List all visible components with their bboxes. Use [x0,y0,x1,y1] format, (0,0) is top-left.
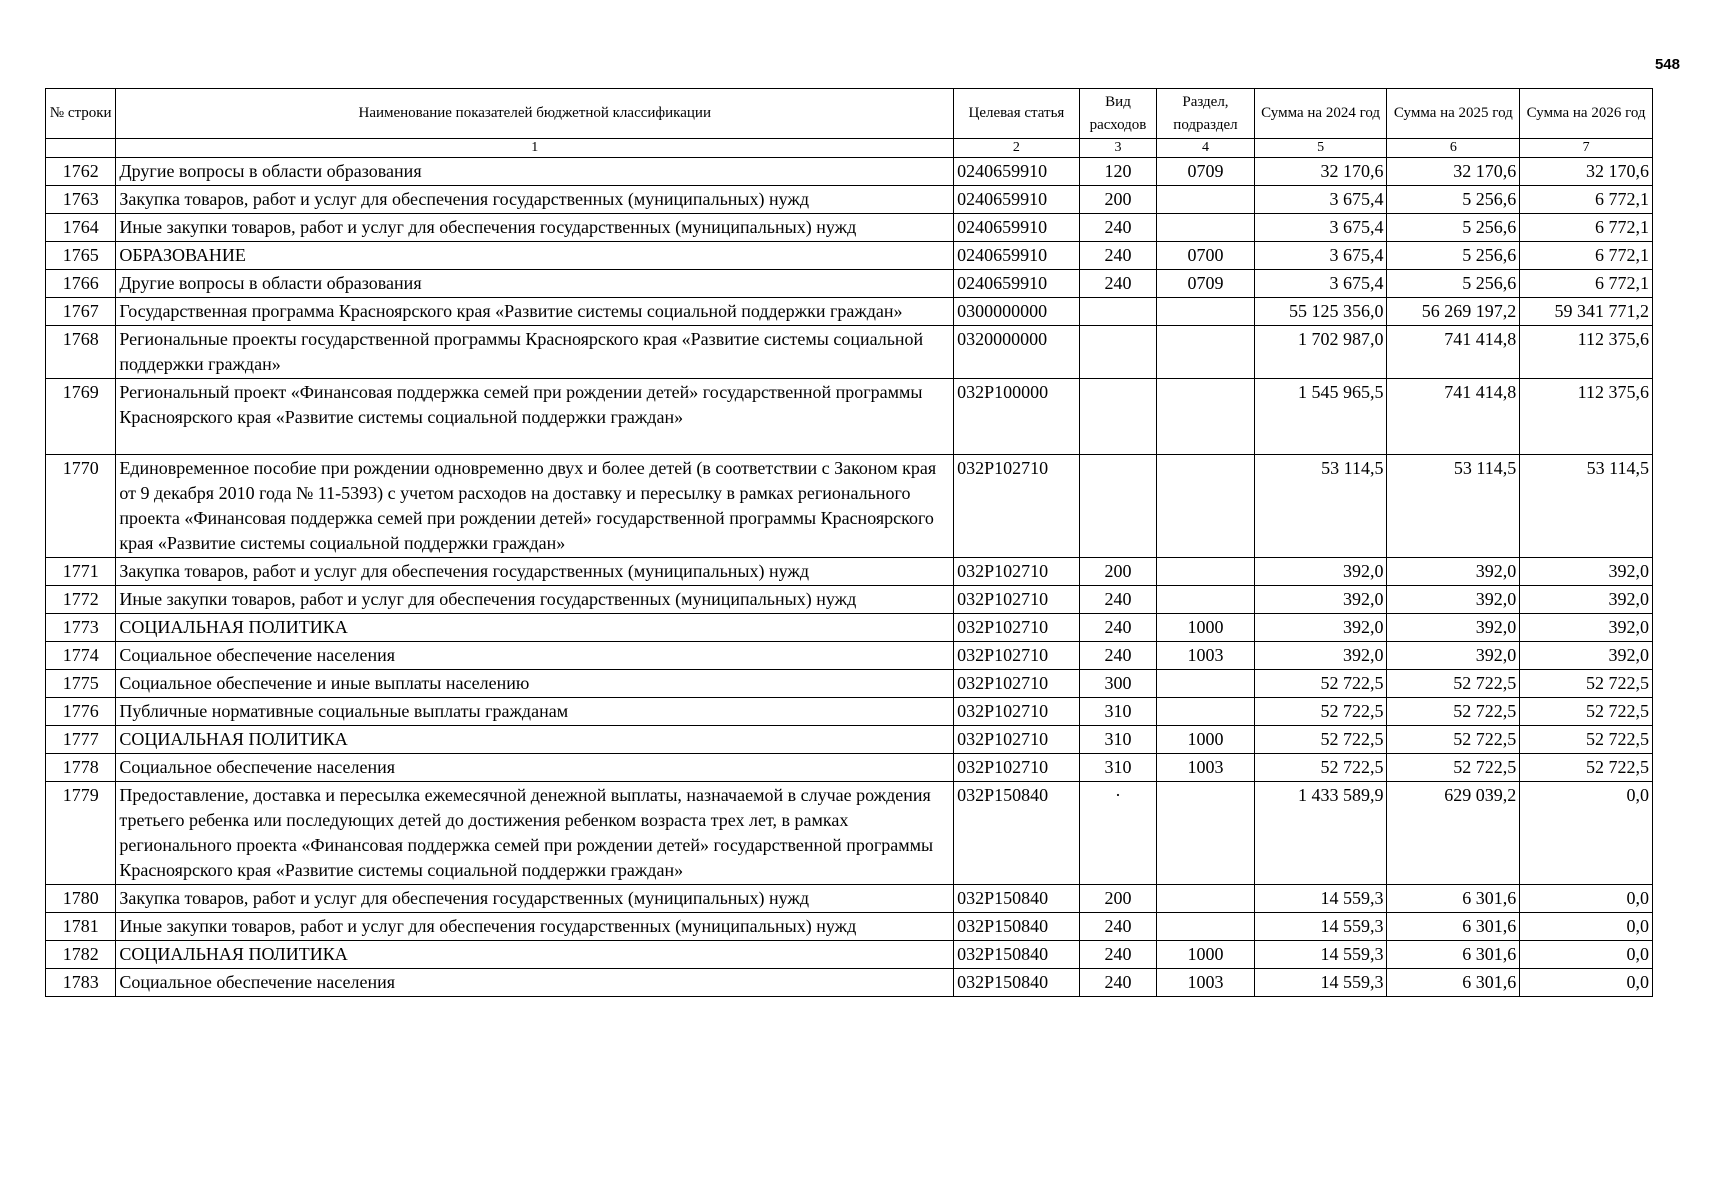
expense-type: 240 [1079,214,1156,242]
table-header [46,89,1653,158]
indicator-name: Иные закупки товаров, работ и услуг для обеспечения государственных (муниципальных) нужд [116,586,954,614]
row-number: 1775 [46,670,116,698]
header-sum-2025: Сумма на 2025 год [1387,89,1520,139]
row-number: 1779 [46,782,116,885]
indicator-name: Публичные нормативные социальные выплаты гражданам [116,698,954,726]
target-article: 032P102710 [954,455,1080,558]
header-target-article: Целевая статья [954,89,1080,139]
sum-2024: 1 702 987,0 [1254,326,1387,379]
section-code [1157,698,1255,726]
target-article: 0320000000 [954,326,1080,379]
expense-type: 240 [1079,941,1156,969]
section-code [1157,298,1255,326]
sum-2026: 32 170,6 [1520,158,1653,186]
table-row [46,298,1653,326]
expense-type: 240 [1079,586,1156,614]
target-article: 032P102710 [954,614,1080,642]
indicator-name: Региональные проекты государственной программы Красноярского края «Развитие системы социальной поддержки граждан» [116,326,954,379]
table-row [46,726,1653,754]
sum-2025: 6 301,6 [1387,969,1520,997]
expense-type [1079,379,1156,455]
expense-type: 300 [1079,670,1156,698]
sum-2024: 52 722,5 [1254,754,1387,782]
target-article: 032P102710 [954,558,1080,586]
row-number: 1765 [46,242,116,270]
column-number: 7 [1520,139,1653,158]
sum-2026: 6 772,1 [1520,270,1653,298]
target-article: 032P150840 [954,941,1080,969]
sum-2024: 1 545 965,5 [1254,379,1387,455]
section-code [1157,782,1255,885]
sum-2024: 14 559,3 [1254,913,1387,941]
sum-2025: 741 414,8 [1387,379,1520,455]
sum-2024: 392,0 [1254,614,1387,642]
sum-2024: 52 722,5 [1254,670,1387,698]
section-code: 0700 [1157,242,1255,270]
sum-2026: 52 722,5 [1520,670,1653,698]
sum-2025: 392,0 [1387,614,1520,642]
table-row [46,214,1653,242]
expense-type: · [1079,782,1156,885]
section-code [1157,186,1255,214]
sum-2026: 0,0 [1520,782,1653,885]
expense-type: 240 [1079,614,1156,642]
table-row [46,242,1653,270]
expense-type [1079,298,1156,326]
sum-2025: 52 722,5 [1387,670,1520,698]
sum-2024: 14 559,3 [1254,969,1387,997]
section-code [1157,558,1255,586]
expense-type: 310 [1079,726,1156,754]
row-number: 1768 [46,326,116,379]
column-number: 1 [116,139,954,158]
sum-2025: 6 301,6 [1387,941,1520,969]
header-sum-2026: Сумма на 2026 год [1520,89,1653,139]
sum-2025: 53 114,5 [1387,455,1520,558]
sum-2024: 3 675,4 [1254,186,1387,214]
sum-2026: 0,0 [1520,969,1653,997]
table-body [46,158,1653,997]
budget-table [45,88,1653,997]
target-article: 032P102710 [954,586,1080,614]
indicator-name: Предоставление, доставка и пересылка ежемесячной денежной выплаты, назначаемой в случае рождения третьего ребенка или последующих детей до достижения ребенком возраста трех лет, в рамках регионального проекта «Финансовая поддержка семей при рождении детей» государственной программы Красноярского края «Развитие системы социальной поддержки граждан» [116,782,954,885]
table-row [46,754,1653,782]
sum-2024: 3 675,4 [1254,214,1387,242]
sum-2024: 14 559,3 [1254,941,1387,969]
section-code [1157,586,1255,614]
sum-2025: 392,0 [1387,586,1520,614]
sum-2026: 59 341 771,2 [1520,298,1653,326]
target-article: 0300000000 [954,298,1080,326]
section-code: 1003 [1157,642,1255,670]
sum-2025: 5 256,6 [1387,270,1520,298]
section-code: 1003 [1157,969,1255,997]
indicator-name: Социальное обеспечение населения [116,754,954,782]
row-number: 1762 [46,158,116,186]
sum-2025: 52 722,5 [1387,726,1520,754]
indicator-name: Закупка товаров, работ и услуг для обеспечения государственных (муниципальных) нужд [116,885,954,913]
row-number: 1777 [46,726,116,754]
table-row [46,969,1653,997]
sum-2026: 0,0 [1520,885,1653,913]
sum-2024: 1 433 589,9 [1254,782,1387,885]
indicator-name: Социальное обеспечение населения [116,642,954,670]
sum-2024: 32 170,6 [1254,158,1387,186]
sum-2026: 52 722,5 [1520,726,1653,754]
row-number: 1781 [46,913,116,941]
row-number: 1780 [46,885,116,913]
section-code [1157,214,1255,242]
column-number: 3 [1079,139,1156,158]
target-article: 0240659910 [954,242,1080,270]
indicator-name: СОЦИАЛЬНАЯ ПОЛИТИКА [116,941,954,969]
sum-2025: 6 301,6 [1387,885,1520,913]
table-row [46,782,1653,885]
sum-2024: 52 722,5 [1254,726,1387,754]
row-number: 1773 [46,614,116,642]
row-number: 1769 [46,379,116,455]
sum-2025: 52 722,5 [1387,754,1520,782]
section-code: 1000 [1157,614,1255,642]
indicator-name: Социальное обеспечение населения [116,969,954,997]
sum-2026: 53 114,5 [1520,455,1653,558]
expense-type: 240 [1079,913,1156,941]
section-code: 0709 [1157,270,1255,298]
target-article: 0240659910 [954,214,1080,242]
sum-2024: 392,0 [1254,558,1387,586]
sum-2025: 52 722,5 [1387,698,1520,726]
table-row [46,586,1653,614]
target-article: 0240659910 [954,270,1080,298]
sum-2025: 629 039,2 [1387,782,1520,885]
sum-2026: 0,0 [1520,913,1653,941]
indicator-name: Единовременное пособие при рождении одновременно двух и более детей (в соответствии с Законом края от 9 декабря 2010 года № 11-5393) с учетом расходов на доставку и пересылку в рамках регионального проекта «Финансовая поддержка семей при рождении детей» государственной программы Красноярского края «Развитие системы социальной поддержки граждан» [116,455,954,558]
header-row-number: № строки [46,89,116,139]
section-code: 1003 [1157,754,1255,782]
sum-2026: 392,0 [1520,614,1653,642]
table-row [46,885,1653,913]
target-article: 032P150840 [954,885,1080,913]
sum-2026: 6 772,1 [1520,214,1653,242]
indicator-name: Другие вопросы в области образования [116,158,954,186]
indicator-name: Государственная программа Красноярского края «Развитие системы социальной поддержки граждан» [116,298,954,326]
section-code: 0709 [1157,158,1255,186]
header-expense-type: Вид расходов [1079,89,1156,139]
sum-2025: 6 301,6 [1387,913,1520,941]
sum-2025: 32 170,6 [1387,158,1520,186]
indicator-name: Региональный проект «Финансовая поддержка семей при рождении детей» государственной программы Красноярского края «Развитие системы социальной поддержки граждан» [116,379,954,455]
indicator-name: Социальное обеспечение и иные выплаты населению [116,670,954,698]
target-article: 032P102710 [954,698,1080,726]
expense-type: 310 [1079,698,1156,726]
sum-2026: 112 375,6 [1520,326,1653,379]
sum-2024: 3 675,4 [1254,242,1387,270]
section-code [1157,326,1255,379]
row-number: 1764 [46,214,116,242]
expense-type: 310 [1079,754,1156,782]
row-number: 1772 [46,586,116,614]
sum-2026: 52 722,5 [1520,698,1653,726]
table-row [46,913,1653,941]
header-section: Раздел, подраздел [1157,89,1255,139]
target-article: 032P102710 [954,642,1080,670]
row-number: 1767 [46,298,116,326]
target-article: 032P150840 [954,969,1080,997]
column-number: 6 [1387,139,1520,158]
expense-type: 240 [1079,242,1156,270]
sum-2026: 392,0 [1520,558,1653,586]
expense-type: 200 [1079,186,1156,214]
sum-2024: 392,0 [1254,586,1387,614]
section-code [1157,379,1255,455]
sum-2025: 56 269 197,2 [1387,298,1520,326]
table-row [46,186,1653,214]
sum-2024: 3 675,4 [1254,270,1387,298]
sum-2025: 5 256,6 [1387,242,1520,270]
row-number: 1776 [46,698,116,726]
table-row [46,614,1653,642]
table-row [46,558,1653,586]
sum-2025: 741 414,8 [1387,326,1520,379]
row-number: 1778 [46,754,116,782]
column-number-blank [46,139,116,158]
indicator-name: Иные закупки товаров, работ и услуг для обеспечения государственных (муниципальных) нужд [116,913,954,941]
row-number: 1766 [46,270,116,298]
sum-2026: 392,0 [1520,642,1653,670]
header-name: Наименование показателей бюджетной классификации [116,89,954,139]
indicator-name: Закупка товаров, работ и услуг для обеспечения государственных (муниципальных) нужд [116,558,954,586]
column-number: 5 [1254,139,1387,158]
sum-2024: 14 559,3 [1254,885,1387,913]
table-row [46,670,1653,698]
table-row [46,270,1653,298]
table-row [46,698,1653,726]
section-code [1157,455,1255,558]
column-number: 4 [1157,139,1255,158]
row-number: 1783 [46,969,116,997]
section-code: 1000 [1157,726,1255,754]
sum-2026: 0,0 [1520,941,1653,969]
sum-2026: 112 375,6 [1520,379,1653,455]
sum-2024: 53 114,5 [1254,455,1387,558]
target-article: 032P102710 [954,670,1080,698]
expense-type: 200 [1079,558,1156,586]
indicator-name: Закупка товаров, работ и услуг для обеспечения государственных (муниципальных) нужд [116,186,954,214]
table-row [46,379,1653,455]
expense-type [1079,326,1156,379]
sum-2025: 5 256,6 [1387,186,1520,214]
target-article: 032P102710 [954,726,1080,754]
indicator-name: Иные закупки товаров, работ и услуг для обеспечения государственных (муниципальных) нужд [116,214,954,242]
sum-2024: 55 125 356,0 [1254,298,1387,326]
expense-type: 240 [1079,270,1156,298]
row-number: 1774 [46,642,116,670]
sum-2026: 392,0 [1520,586,1653,614]
sum-2025: 392,0 [1387,642,1520,670]
sum-2026: 6 772,1 [1520,186,1653,214]
sum-2025: 5 256,6 [1387,214,1520,242]
table-row [46,455,1653,558]
expense-type [1079,455,1156,558]
section-code: 1000 [1157,941,1255,969]
target-article: 032P150840 [954,782,1080,885]
sum-2026: 52 722,5 [1520,754,1653,782]
row-number: 1770 [46,455,116,558]
target-article: 0240659910 [954,186,1080,214]
expense-type: 240 [1079,642,1156,670]
target-article: 032P150840 [954,913,1080,941]
sum-2026: 6 772,1 [1520,242,1653,270]
page-number: 548 [1654,56,1680,73]
header-sum-2024: Сумма на 2024 год [1254,89,1387,139]
indicator-name: СОЦИАЛЬНАЯ ПОЛИТИКА [116,614,954,642]
table-row [46,941,1653,969]
row-number: 1782 [46,941,116,969]
indicator-name: ОБРАЗОВАНИЕ [116,242,954,270]
sum-2024: 52 722,5 [1254,698,1387,726]
section-code [1157,670,1255,698]
table-row [46,642,1653,670]
target-article: 032P102710 [954,754,1080,782]
section-code [1157,913,1255,941]
expense-type: 120 [1079,158,1156,186]
sum-2025: 392,0 [1387,558,1520,586]
table-row [46,326,1653,379]
sum-2024: 392,0 [1254,642,1387,670]
row-number: 1763 [46,186,116,214]
indicator-name: Другие вопросы в области образования [116,270,954,298]
target-article: 032P100000 [954,379,1080,455]
expense-type: 240 [1079,969,1156,997]
table-row [46,158,1653,186]
section-code [1157,885,1255,913]
column-number: 2 [954,139,1080,158]
target-article: 0240659910 [954,158,1080,186]
indicator-name: СОЦИАЛЬНАЯ ПОЛИТИКА [116,726,954,754]
row-number: 1771 [46,558,116,586]
expense-type: 200 [1079,885,1156,913]
column-number-row [46,139,1653,158]
